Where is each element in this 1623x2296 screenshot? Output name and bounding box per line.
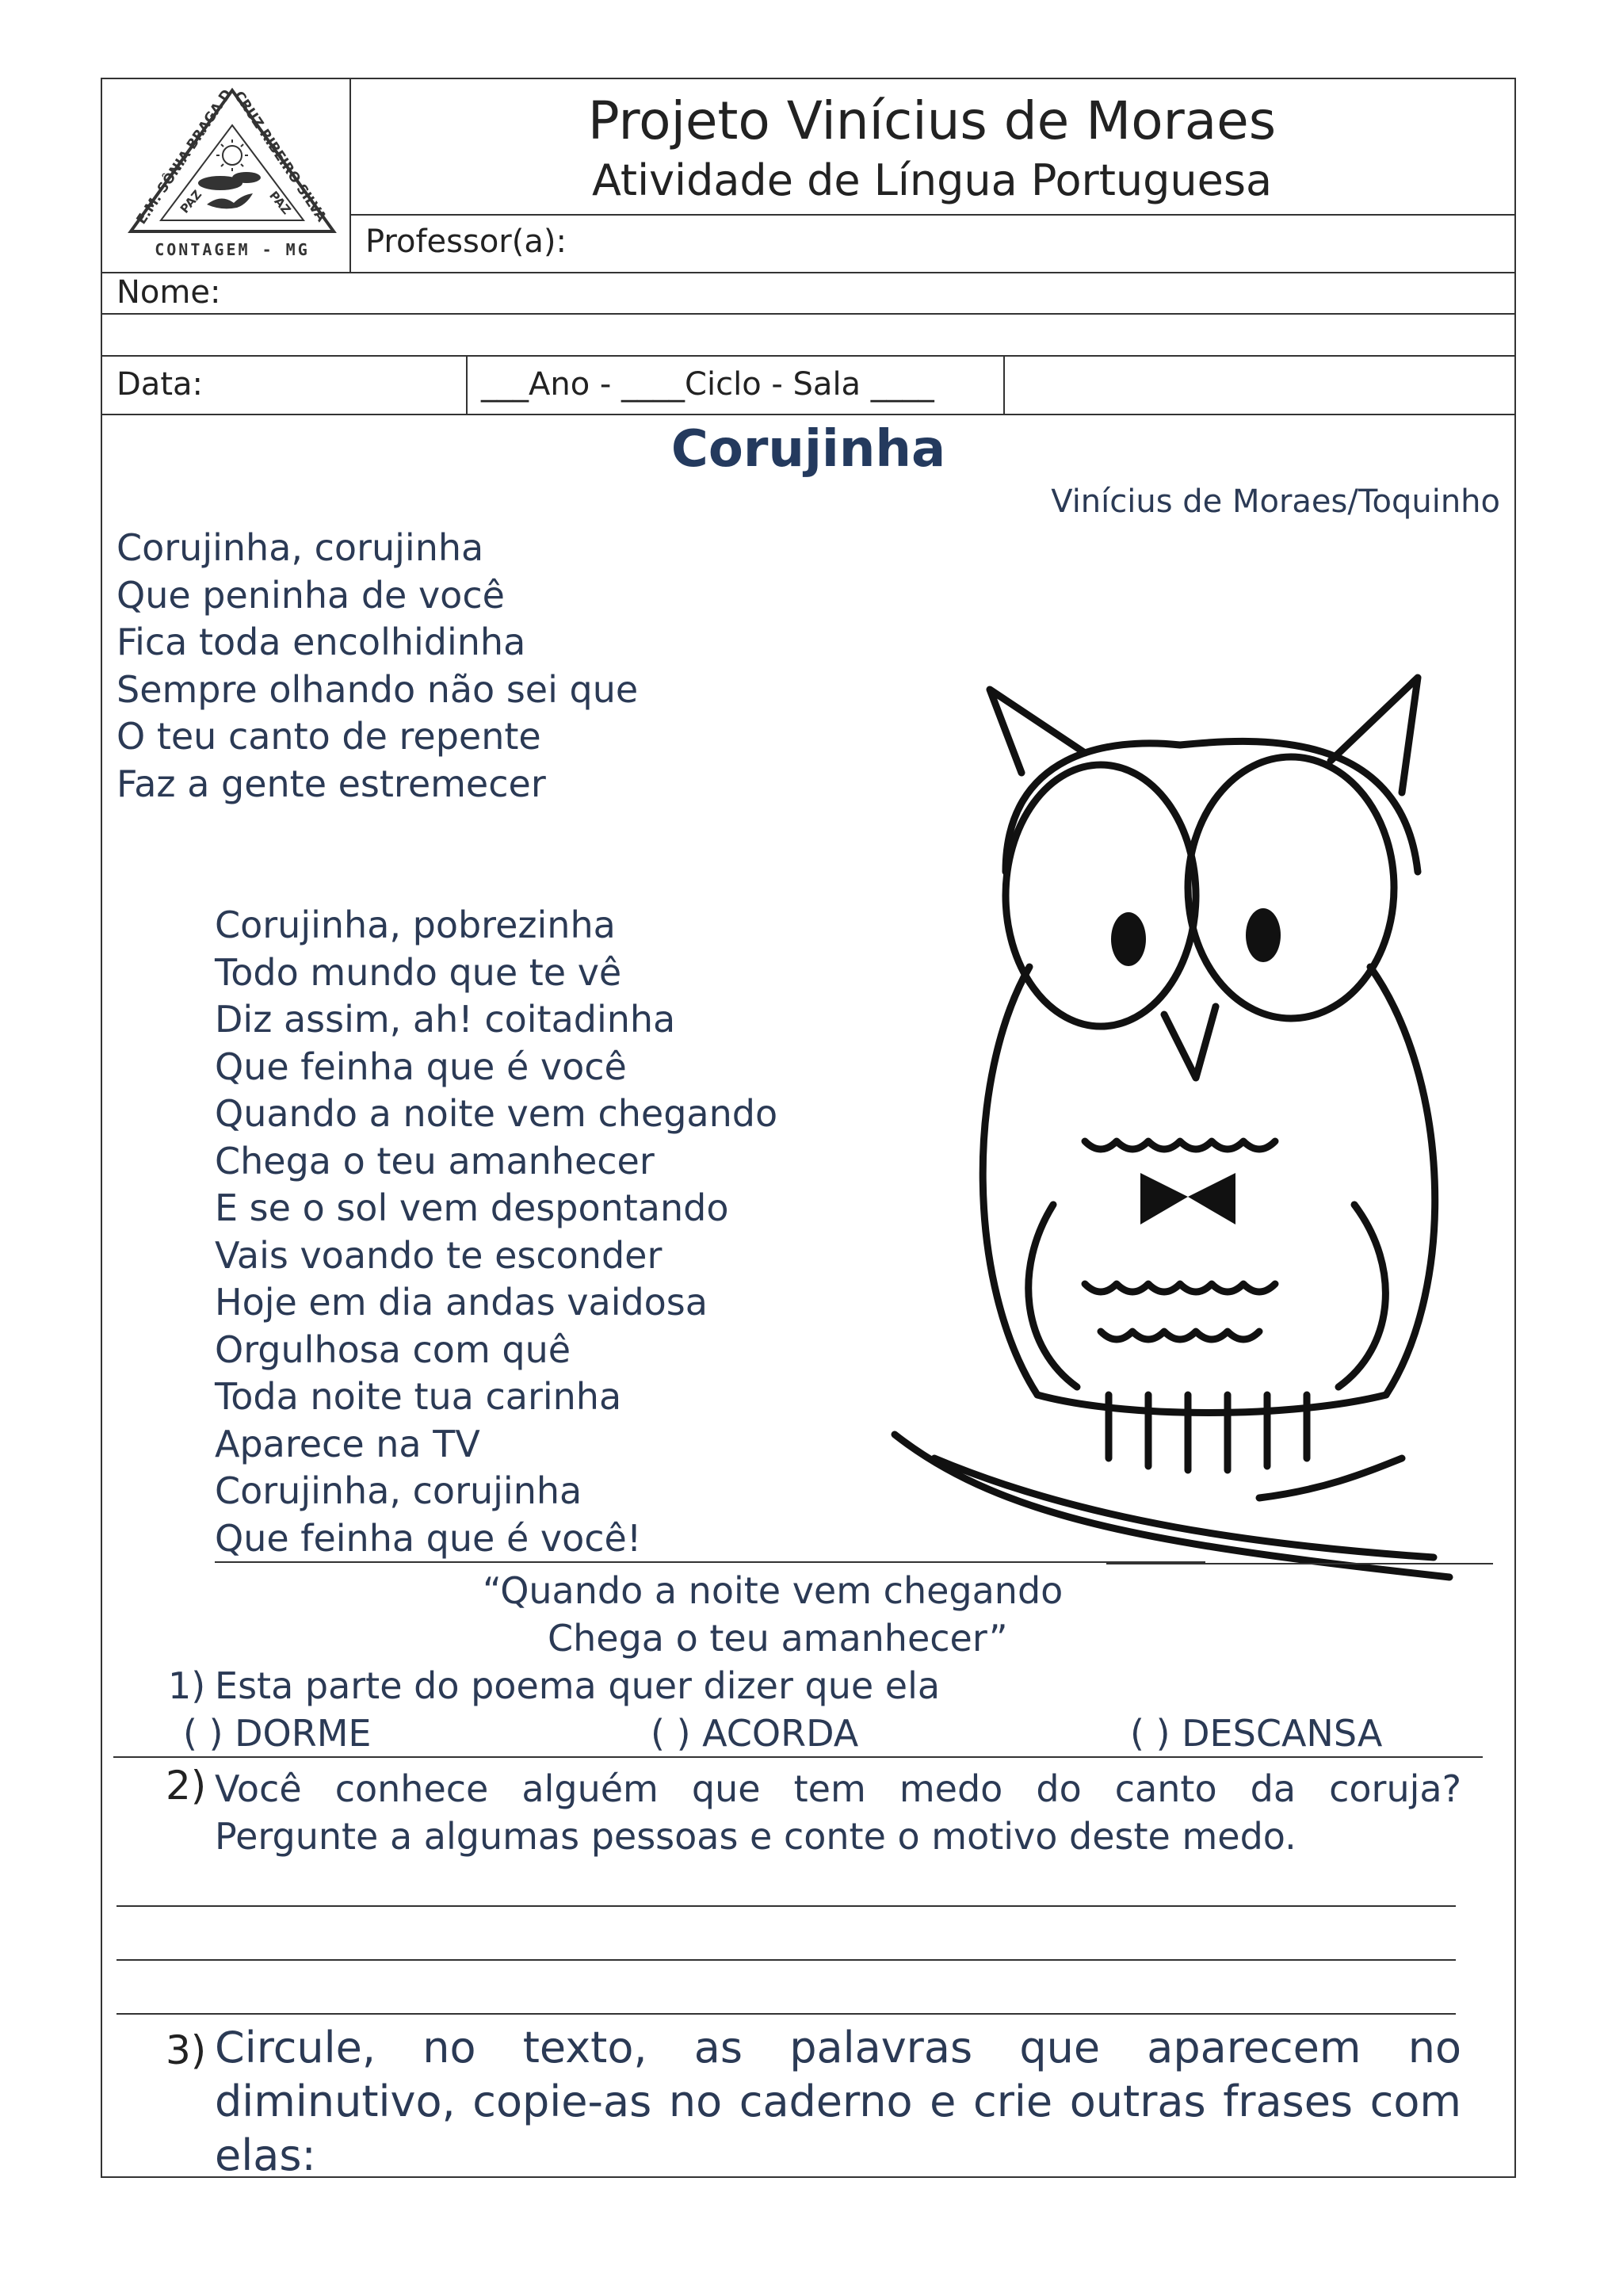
date-divider-1: [466, 355, 468, 414]
svg-text:PAZ: PAZ: [177, 187, 205, 216]
svg-text:PAZ: PAZ: [266, 188, 294, 217]
q2-answer-line-1: [116, 1905, 1456, 1907]
owl-icon: [847, 634, 1497, 1585]
poem-separator-left: [215, 1561, 1205, 1563]
blank-row-line: [102, 355, 1514, 357]
q3-line-2: diminutivo, copie-as no caderno e crie outras frases com: [215, 2076, 1461, 2126]
q1-option-acorda: ( ) ACORDA: [651, 1712, 859, 1755]
worksheet-frame: [101, 78, 1516, 2178]
verse-line: Hoje em dia andas vaidosa: [215, 1281, 708, 1324]
q2-line-2: Pergunte a algumas pessoas e conte o motivo deste medo.: [215, 1815, 1296, 1858]
poem-author: Vinícius de Moraes/Toquinho: [1051, 483, 1500, 520]
verse-line: Diz assim, ah! coitadinha: [215, 998, 676, 1041]
q1-quote-line-1: “Quando a noite vem chegando: [483, 1569, 1064, 1612]
verse-line: Fica toda encolhidinha: [116, 621, 526, 663]
q1-prompt: Esta parte do poema quer dizer que ela: [215, 1664, 941, 1707]
q2-answer-line-2: [116, 1959, 1456, 1961]
verse-line: Toda noite tua carinha: [215, 1375, 622, 1418]
verse-line: Que feinha que é você!: [215, 1516, 642, 1560]
verse-line: Corujinha, corujinha: [116, 526, 484, 569]
teacher-label: Professor(a):: [365, 223, 567, 260]
q1-option-descansa: ( ) DESCANSA: [1130, 1712, 1383, 1755]
name-bottom-line: [102, 313, 1514, 315]
q1-quote-line-2: Chega o teu amanhecer”: [548, 1617, 1008, 1660]
q3-line-1: Circule, no texto, as palavras que aparecem no: [215, 2023, 1461, 2073]
verse-line: Todo mundo que te vê: [215, 950, 622, 994]
school-logo-graphic: [113, 84, 343, 268]
svg-text:E.M. SÔNIA BRAGA DA: E.M. SÔNIA BRAGA D: [133, 86, 235, 227]
poem-title: Corujinha: [670, 420, 946, 479]
verse-line: Que peninha de você: [116, 573, 505, 617]
owl-illustration: [847, 634, 1497, 1585]
date-row-bottom-line: [102, 414, 1514, 415]
verse-line: O teu canto de repente: [116, 715, 541, 758]
date-label: Data:: [116, 366, 203, 403]
q1-number: 1): [168, 1664, 206, 1707]
poem-separator-right: [1106, 1563, 1493, 1564]
verse-line: Orgulhosa com quê: [215, 1328, 571, 1371]
verse-line: Faz a gente estremecer: [116, 762, 546, 805]
verse-line: Aparece na TV: [215, 1422, 480, 1465]
school-logo: [113, 84, 343, 268]
sun-icon: [216, 139, 248, 171]
stanza-1: [116, 525, 638, 808]
q1-bottom-line: [113, 1756, 1483, 1758]
date-divider-2: [1003, 355, 1005, 414]
year-cycle-room-field: ___Ano - ____Ciclo - Sala ____: [481, 366, 934, 403]
verse-line: Vais voando te esconder: [215, 1233, 663, 1277]
verse-line: Quando a noite vem chegando: [215, 1092, 778, 1135]
stanza-2: [215, 902, 675, 1091]
q2-line-1: Você conhece alguém que tem medo do canto da coruja?: [215, 1767, 1461, 1810]
q2-answer-line-3: [116, 2013, 1456, 2015]
verse-line: Corujinha, corujinha: [215, 1469, 582, 1512]
logo-city: CONTAGEM - MG: [155, 240, 310, 259]
stanza-3: [215, 1091, 777, 1562]
verse-line: Corujinha, pobrezinha: [215, 904, 616, 946]
name-label: Nome:: [116, 274, 221, 311]
header-bottom-line: [102, 272, 1514, 273]
dove-icon: [207, 193, 253, 208]
q3-line-3: elas:: [215, 2130, 316, 2180]
activity-subtitle: Atividade de Língua Portuguesa: [591, 155, 1273, 205]
q2-number: 2): [166, 1763, 207, 1809]
verse-line: Sempre olhando não sei que: [116, 667, 639, 711]
svg-text:CRUZ RIBEIRO SILVA: CRUZ RIBEIRO SILVA: [230, 88, 330, 225]
verse-line: Chega o teu amanhecer: [215, 1139, 655, 1182]
q3-number: 3): [166, 2027, 207, 2073]
project-title: Projeto Vinícius de Moraes: [587, 90, 1277, 151]
header-divider: [349, 214, 1514, 216]
verse-line: Que feinha que é você: [215, 1045, 627, 1088]
q1-option-dorme: ( ) DORME: [183, 1712, 372, 1755]
verse-line: E se o sol vem despontando: [215, 1186, 729, 1229]
